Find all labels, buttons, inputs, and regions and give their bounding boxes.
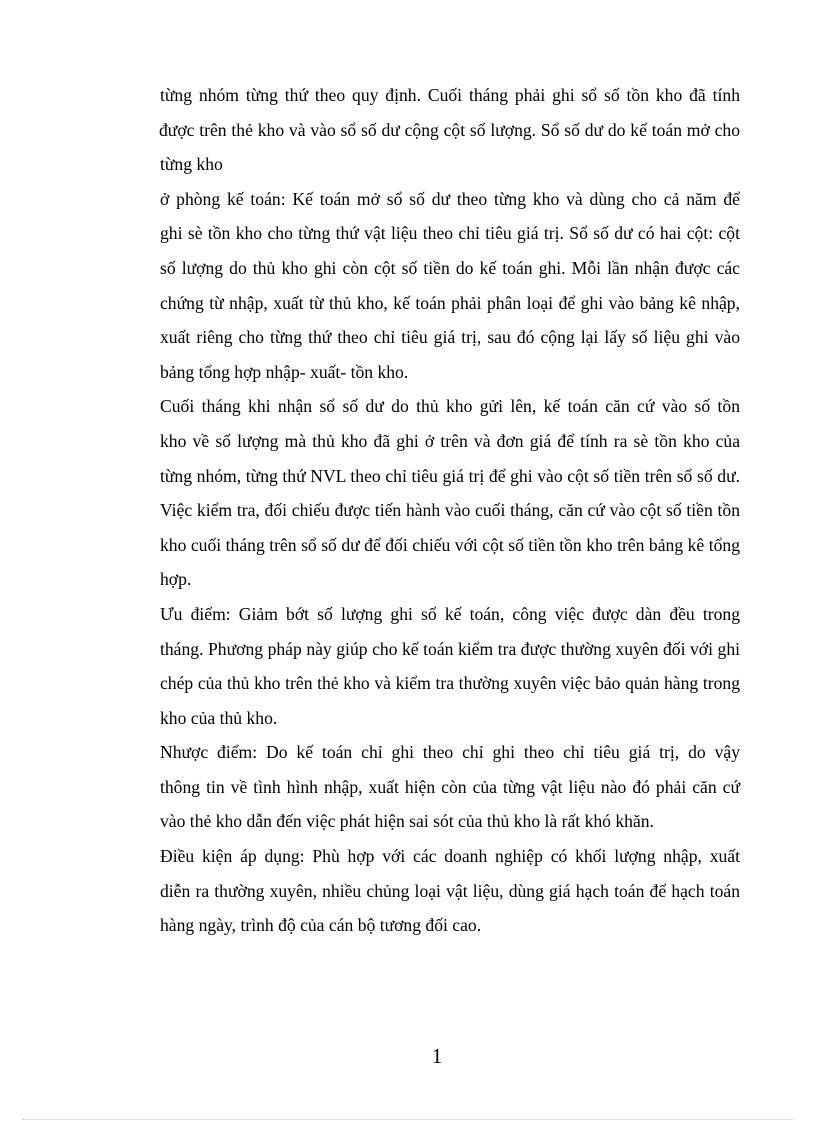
text-line: kho về số lượng mà thủ kho đã ghi ở trên và đơn giá để tính ra sè tồn kho của (160, 430, 740, 451)
text-line: Việc kiểm tra, đối chiếu được tiến hành vào cuối tháng, căn cứ vào cột số tiền tồn (160, 500, 740, 521)
text-line: kho cuối tháng trên sổ số dư để đối chiếu với cột số tiền tồn kho trên bảng kê tổng (160, 534, 740, 555)
paragraph-3 (160, 389, 740, 597)
text-line: vào thẻ kho dẫn đến việc phát hiện sai sót của thủ kho là rất khó khăn. (160, 811, 654, 832)
text-line: xuất riêng cho từng thứ theo chỉ tiêu giá trị, sau đó cộng lại lấy số liệu ghi vào (160, 327, 740, 348)
paragraph-6 (160, 839, 740, 943)
text-line: từng nhóm từng thứ theo quy định. Cuối tháng phải ghi sổ số tồn kho đã tính (160, 85, 740, 105)
text-line: diễn ra thường xuyên, nhiều chủng loại vật liệu, dùng giá hạch toán để hạch toán (160, 880, 740, 901)
text-line: Nhược điểm: Do kế toán chỉ ghi theo chỉ ghi theo chỉ tiêu giá trị, do vậy (160, 742, 740, 763)
text-line: được trên thẻ kho và vào sổ số dư cộng cột số lượng. Sổ số dư do kế toán mở cho (159, 119, 740, 140)
page-number: 1 (431, 1044, 443, 1068)
text-line: chép của thủ kho trên thẻ kho và kiểm tra thường xuyên việc bảo quản hàng trong (160, 673, 740, 694)
text-line: từng kho (160, 154, 223, 175)
text-line: Ưu điểm: Giảm bớt số lượng ghi sổ kế toán, công việc được dàn đều trong (160, 603, 740, 624)
body-text (160, 78, 740, 943)
text-line: tháng. Phương pháp này giúp cho kế toán kiểm tra được thường xuyên đối với ghi (160, 638, 740, 659)
paragraph-2 (160, 182, 740, 390)
text-line: Cuối tháng khi nhận sổ số dư do thủ kho gửi lên, kế toán căn cứ vào số tồn (160, 396, 740, 417)
paragraph-1 (160, 78, 740, 182)
text-line: bảng tổng hợp nhập- xuất- tồn kho. (160, 361, 409, 382)
text-line: số lượng do thủ kho ghi còn cột số tiền do kế toán ghi. Mỗi lần nhận được các (160, 257, 740, 278)
text-line: từng nhóm, từng thứ NVL theo chỉ tiêu giá trị để ghi vào cột số tiền trên sổ số dư. (160, 465, 740, 486)
text-line: ở phòng kế toán: Kế toán mở sổ số dư theo từng kho và dùng cho cả năm để (160, 188, 740, 209)
text-line: ghi sè tồn kho cho từng thứ vật liệu theo chỉ tiêu giá trị. Sổ số dư có hai cột: cột (160, 223, 740, 244)
text-line: hàng ngày, trình độ của cán bộ tương đối cao. (160, 915, 482, 936)
text-line: hợp. (160, 569, 192, 590)
text-line: thông tin về tình hình nhập, xuất hiện còn của từng vật liệu nào đó phải căn cứ (160, 776, 740, 797)
text-line: Điều kiện áp dụng: Phù hợp với các doanh nghiệp có khối lượng nhập, xuất (160, 846, 740, 867)
footer-divider (22, 1119, 794, 1120)
text-line: kho của thủ kho. (160, 707, 278, 728)
paragraph-4 (160, 597, 740, 735)
text-line: chứng từ nhập, xuất từ thủ kho, kế toán phải phân loại để ghi vào bảng kê nhập, (160, 292, 740, 313)
paragraph-5 (160, 735, 740, 839)
